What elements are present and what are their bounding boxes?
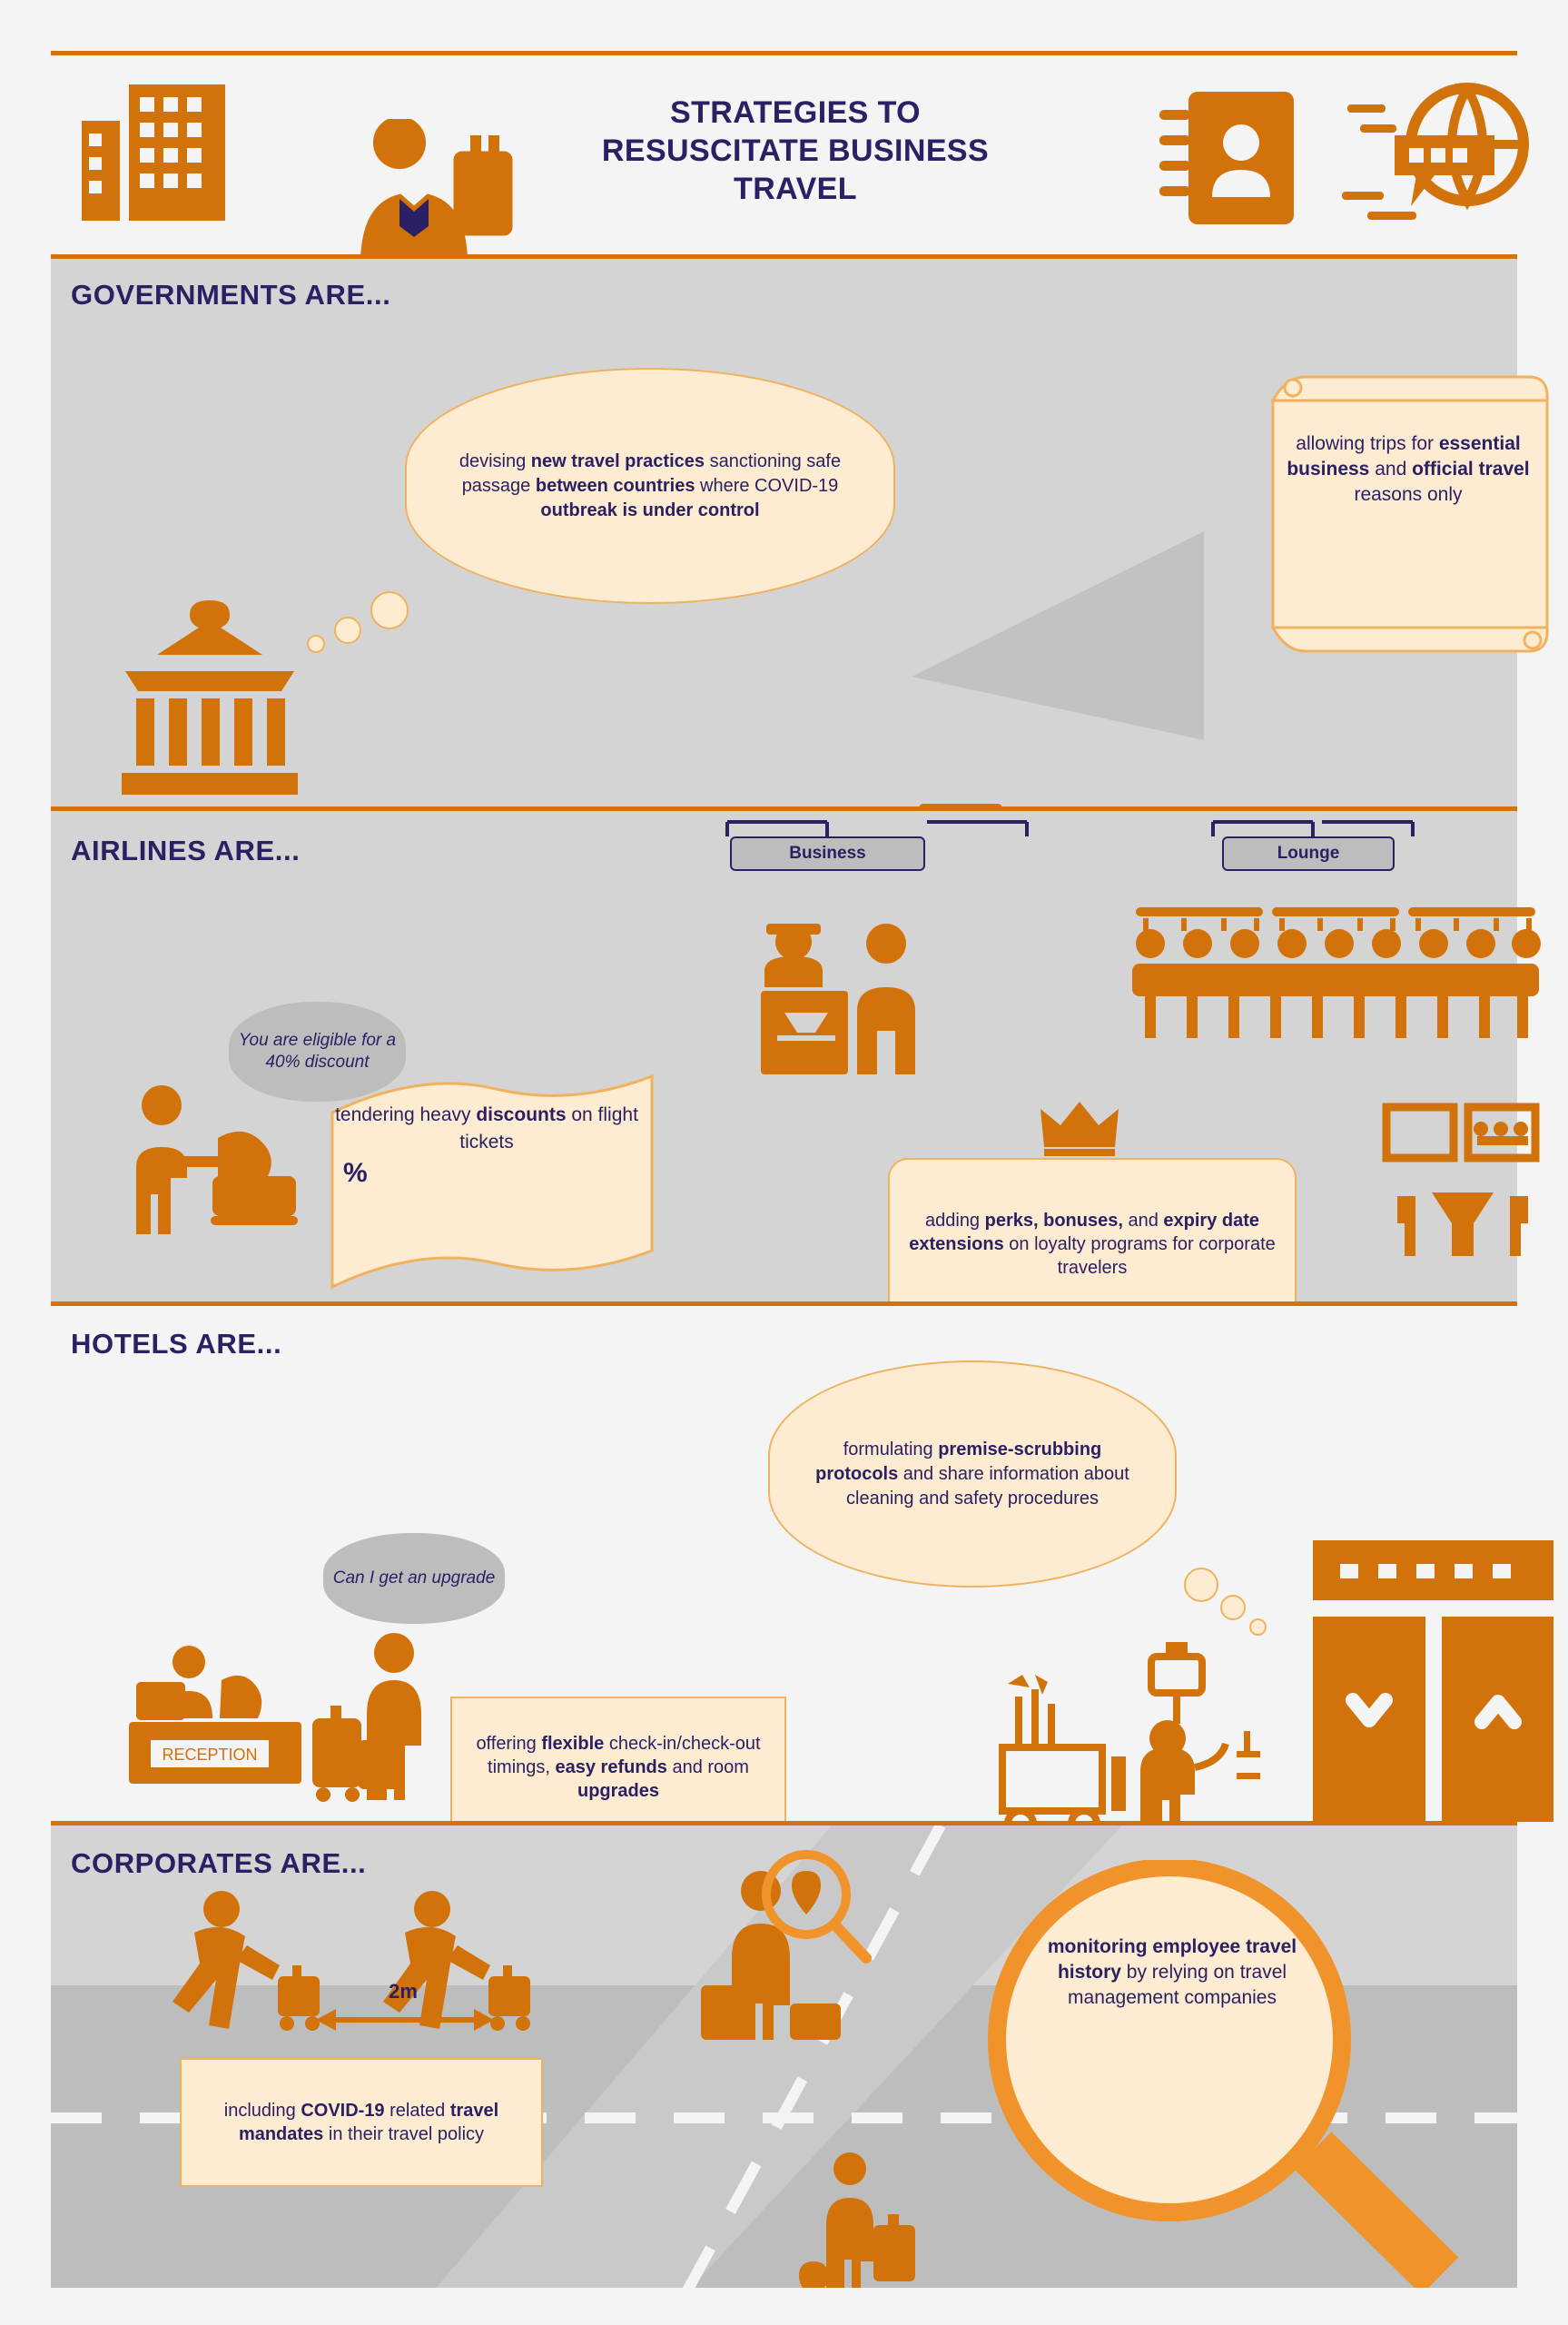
passenger-discount-speech-text: You are eligible for a 40% discount (238, 1031, 397, 1072)
hotel-cloud-bubble-large (1184, 1568, 1218, 1602)
magnifier-icon (959, 1860, 1485, 2288)
contact-book-icon (1154, 83, 1308, 237)
corporates-monitoring-text: monitoring employee travel history by relying on travel management companies (1047, 1936, 1297, 2008)
governments-essential-business-text: allowing trips for essential business and official travel reasons only (1287, 433, 1530, 505)
cloud-bubble-medium (334, 617, 361, 644)
section-airlines (51, 806, 1517, 1301)
location-pin-icon (750, 1844, 877, 1971)
section-governments (51, 259, 1530, 806)
airlines-discounts-text: tendering heavy discounts on flight tickets (335, 1104, 638, 1153)
hotels-flexible-checkin-text: offering flexible check-in/check-out timings, easy refunds and room upgrades (476, 1733, 761, 1801)
elevator-icon (1313, 1540, 1553, 1822)
guest-upgrade-speech (323, 1533, 505, 1624)
lounge-table-icon (1381, 1102, 1544, 1265)
global-travel-icon (1340, 81, 1531, 244)
office-building-icon (76, 79, 231, 224)
percent-icon: % (343, 1158, 368, 1188)
distance-label: 2m (389, 1980, 418, 2003)
poster-frame (51, 51, 1530, 2283)
tag-connector-lines (686, 820, 1467, 884)
hotel-cloud-bubble-medium (1220, 1595, 1246, 1620)
governments-new-practices-callout (405, 368, 895, 604)
section-title-corporates: CORPORATES ARE... (71, 1847, 367, 1879)
section-title-governments: GOVERNMENTS ARE... (71, 279, 391, 311)
governments-new-practices-text: devising new travel practices sanctioning safe passage between countries where COVID-19 outbreak is under control (459, 450, 842, 520)
crown-icon (1039, 1100, 1120, 1156)
tag-business: Business (730, 836, 925, 871)
business-traveler-icon (350, 119, 523, 273)
cloud-bubble-small (307, 635, 325, 653)
page-title: STRATEGIES TO RESUSCITATE BUSINESS TRAVEL (601, 95, 990, 206)
corporates-travel-mandates-text: including COVID-19 related travel mandates in their travel policy (223, 2101, 499, 2144)
poster-header (51, 55, 1517, 259)
airlines-discounts-banner (320, 1064, 665, 1291)
distance-arrow-icon (314, 2002, 496, 2038)
corporates-travel-mandates-callout (180, 2058, 543, 2187)
airlines-discounts-callout (332, 1102, 641, 1156)
guest-upgrade-speech-text: Can I get an upgrade (332, 1568, 496, 1588)
hotels-flexible-checkin-callout (450, 1697, 786, 1837)
airlines-loyalty-text: adding perks, bonuses, and expiry date extensions on loyalty programs for corporate travelers (909, 1211, 1276, 1278)
governments-essential-business-callout (1278, 431, 1538, 508)
traveler-bottom-icon (786, 2152, 941, 2288)
section-corporates (51, 1821, 1517, 2288)
hotels-cleaning-protocol-callout (768, 1360, 1177, 1588)
corporates-monitoring-callout (1040, 1934, 1304, 2011)
cloud-bubble-large (370, 591, 409, 629)
government-building-icon (105, 595, 314, 804)
scroll-shape (1260, 368, 1560, 668)
check-in-counter-icon (741, 911, 950, 1083)
section-title-airlines: AIRLINES ARE... (71, 835, 301, 866)
hotels-cleaning-protocol-text: formulating premise-scrubbing protocols and share information about cleaning and safety procedures (815, 1439, 1129, 1509)
section-title-hotels: HOTELS ARE... (71, 1328, 282, 1360)
section-hotels (51, 1301, 1517, 1821)
hotel-cloud-bubble-small (1249, 1618, 1267, 1636)
tag-lounge: Lounge (1222, 836, 1395, 871)
lounge-seating-icon (1127, 902, 1544, 1047)
sanitizing-worker-icon (1111, 1640, 1275, 1831)
svg-text:RECEPTION: RECEPTION (162, 1746, 258, 1764)
